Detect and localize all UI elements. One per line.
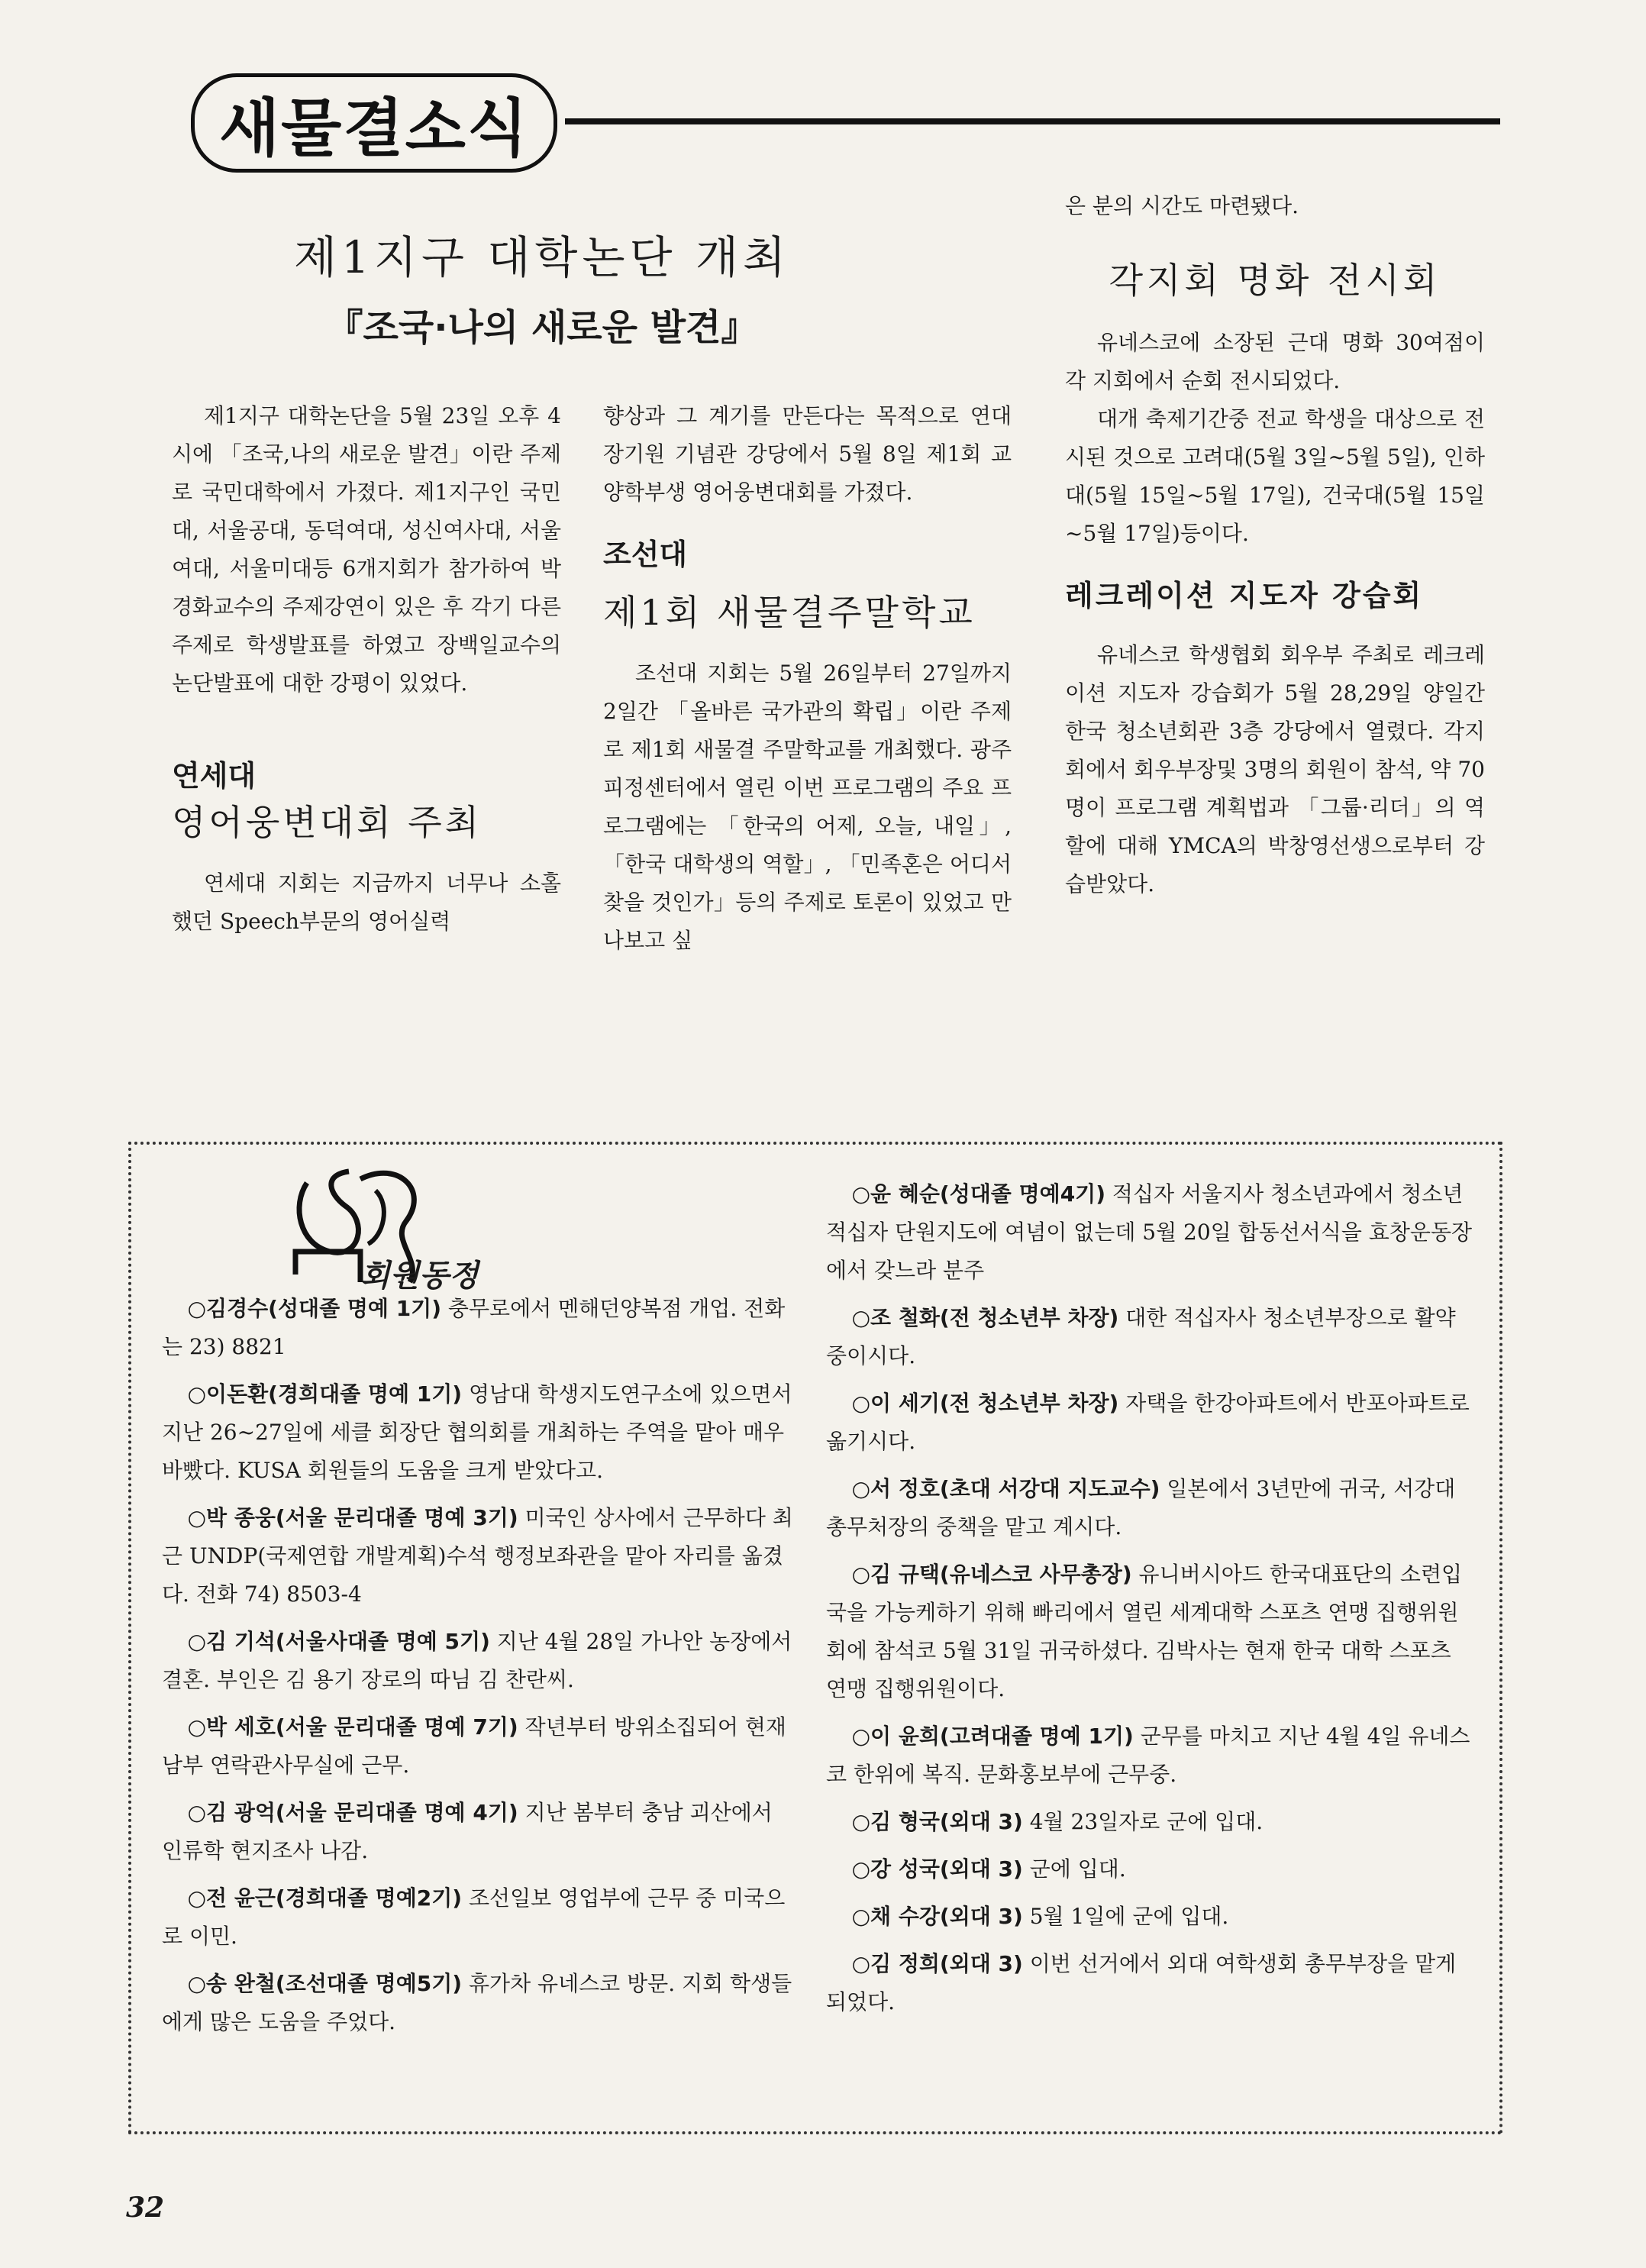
member-name: ○이 윤희(고려대졸 명예 1기) [851, 1724, 1134, 1749]
member-entry [162, 1794, 796, 1870]
member-note: 미국인 상사에서 근무하다 최근 UNDP(국제연합 개발계획)수석 행정보좌관을 맡아 자리를 옮겼다. 전화 74) 8503-4 [162, 1505, 793, 1607]
member-entry [162, 1290, 796, 1366]
member-note: 적십자 서울지사 청소년과에서 청소년 적십자 단원지도에 여념이 없는데 5월 20일 합동선서식을 효창운동장에서 갖느라 분주 [826, 1181, 1473, 1283]
column-1 [172, 397, 561, 941]
article2-title: 영어웅변대회 주최 [172, 802, 483, 844]
member-note: 4월 23일자로 군에 입대. [1022, 1809, 1264, 1834]
article4-body-1: 유네스코에 소장된 근대 명화 30여점이 각 지회에서 순회 전시되었다. [1065, 330, 1485, 394]
article4-body-2: 대개 축제기간중 전교 학생을 대상으로 전시된 것으로 고려대(5월 3일~5월 5일), 인하대(5월 15일~5월 17일), 건국대(5월 15일~5월 17일)등이다. [1065, 406, 1485, 547]
member-note: 일본에서 3년만에 귀국, 서강대 총무처장의 중책을 맡고 계시다. [826, 1476, 1456, 1539]
member-name: ○김 기석(서울사대졸 명예 5기) [187, 1629, 490, 1654]
member-entry [162, 1879, 796, 1956]
masthead-badge [191, 73, 557, 173]
member-note: 휴가차 유네스코 방문. 지회 학생들에게 많은 도움을 주었다. [162, 1971, 792, 2034]
member-name: ○채 수강(외대 3) [851, 1904, 1023, 1929]
member-note: 이번 선거에서 외대 여학생회 총무부장을 맡게되었다. [826, 1951, 1457, 2014]
article3-body-1: 조선대 지회는 5월 26일부터 27일까지 2일간 「올바른 국가관의 확립」이란 주제로 제1회 새물결 주말학교를 개최했다. 광주 피정센터에서 열린 이번 프로그램의 주요 프로그램에는 「한국의 어제, 오늘, 내일」, 「한국 대학생의 역할」, 「민족혼은 어디서 찾을 것인가」등의 주제로 토론이 있었고 만나보고 싶 [603, 661, 1012, 954]
members-news-box [128, 1142, 1502, 2134]
article2-body-2: 향상과 그 계기를 만든다는 목적으로 연대 장기원 기념관 강당에서 5월 8일 제1회 교양학부생 영어웅변대회를 가졌다. [603, 403, 1012, 505]
member-entry [826, 1299, 1475, 1375]
member-name: ○윤 혜순(성대졸 명예4기) [851, 1181, 1106, 1207]
member-note: 영남대 학생지도연구소에 있으면서 지난 26~27일에 세클 회장단 협의회를 개최하는 주역을 맡아 매우 바빴다. KUSA 회원들의 도움을 크게 받았다고. [162, 1381, 792, 1483]
member-note: 유니버시아드 한국대표단의 소련입국을 가능케하기 위해 빠리에서 열린 세계대학 스포츠 연맹 집행위원회에 참석코 5월 31일 귀국하셨다. 김박사는 현재 한국 대학 스포츠 연맹 집행위원이다. [826, 1562, 1463, 1701]
article3-school: 조선대 [603, 538, 688, 571]
member-entry [826, 1803, 1475, 1841]
member-entry [162, 1375, 796, 1490]
article2-school: 연세대 [172, 759, 257, 793]
member-note: 지난 4월 28일 가나안 농장에서 결혼. 부인은 김 용기 장로의 따님 김 찬란씨. [162, 1629, 792, 1692]
article2-body-1: 연세대 지회는 지금까지 너무나 소홀했던 Speech부문의 영어실력 [172, 871, 561, 935]
member-name: ○이돈환(경희대졸 명예 1기) [187, 1381, 463, 1407]
member-entry [826, 1384, 1475, 1461]
article4-title: 각지회 명화 전시회 [1109, 260, 1441, 301]
member-name: ○김 정희(외대 3) [851, 1951, 1023, 1976]
member-note: 작년부터 방위소집되어 현재 남부 연락관사무실에 근무. [162, 1714, 786, 1778]
member-entry [162, 1623, 796, 1699]
member-name: ○강 성국(외대 3) [851, 1856, 1023, 1882]
member-name: ○조 철화(전 청소년부 차장) [851, 1305, 1119, 1330]
article1-headline: 제1지구 대학논단 개최 [293, 231, 791, 283]
member-note: 충무로에서 멘해던양복점 개업. 전화는 23) 8821 [162, 1296, 786, 1359]
member-name: ○박 종웅(서울 문리대졸 명예 3기) [187, 1505, 518, 1530]
member-note: 자택을 한강아파트에서 반포아파트로 옮기시다. [826, 1391, 1470, 1454]
member-entry [826, 1850, 1475, 1888]
member-entry [162, 1499, 796, 1614]
member-entry [826, 1556, 1475, 1708]
masthead-rule [565, 118, 1500, 124]
member-entry [162, 1708, 796, 1785]
member-entry [826, 1898, 1475, 1936]
member-name: ○김 규택(유네스코 사무총장) [851, 1562, 1132, 1587]
page-number: 32 [126, 2192, 165, 2224]
member-name: ○전 윤근(경희대졸 명예2기) [187, 1885, 463, 1911]
member-entry [826, 1175, 1475, 1290]
article5-body: 유네스코 학생협회 회우부 주최로 레크레이션 지도자 강습회가 5월 28,29일 양일간 한국 청소년회관 3층 강당에서 열렸다. 각지회에서 회우부장및 3명의 회원이 참석, 약 70명이 프로그램 계획법과 「그룹·리더」의 역할에 대해 YMCA의 박창영선생으로부터 강습받았다. [1065, 641, 1485, 897]
article3-title: 제1회 새물결주말학교 [603, 592, 976, 634]
members-column-left [162, 1290, 796, 2050]
masthead-title: 새물결소식 [218, 92, 530, 165]
member-name: ○박 세호(서울 문리대졸 명예 7기) [187, 1714, 518, 1740]
member-note: 5월 1일에 군에 입대. [1022, 1904, 1229, 1929]
article1-subhead: 『조국·나의 새로운 발견』 [326, 306, 758, 349]
member-note: 군에 입대. [1022, 1856, 1126, 1882]
article5-title: 레크레이션 지도자 강습회 [1065, 579, 1424, 613]
member-entry [826, 1470, 1475, 1546]
member-entry [826, 1717, 1475, 1794]
members-logo-label: 회원동정 [360, 1258, 479, 1294]
column-2 [603, 397, 1012, 960]
member-entry [826, 1945, 1475, 2021]
member-name: ○송 완철(조선대졸 명예5기) [187, 1971, 463, 1996]
member-name: ○서 정호(초대 서강대 지도교수) [851, 1476, 1160, 1501]
members-column-right [826, 1175, 1475, 2031]
member-note: 지난 봄부터 충남 괴산에서 인류학 현지조사 나감. [162, 1800, 773, 1863]
article1-body: 제1지구 대학논단을 5월 23일 오후 4시에 「조국,나의 새로운 발견」이란 주제로 국민대학에서 가졌다. 제1지구인 국민대, 서울공대, 동덕여대, 성신여사대, 서울여대, 서울미대등 6개지회가 참가하여 박경화교수의 주제강연이 있은 후 각기 다른 주제로 학생발표를 하였고 장백일교수의 논단발표에 대한 강평이 있었다. [172, 403, 561, 696]
article3-body-2: 은 분의 시간도 마련됐다. [1065, 193, 1299, 218]
member-note: 조선일보 영업부에 근무 중 미국으로 이민. [162, 1885, 786, 1949]
member-name: ○김경수(성대졸 명예 1기) [187, 1296, 442, 1321]
member-note: 군무를 마치고 지난 4월 4일 유네스코 한위에 복직. 문화홍보부에 근무중. [826, 1724, 1470, 1787]
member-name: ○김 광억(서울 문리대졸 명예 4기) [187, 1800, 518, 1825]
member-name: ○이 세기(전 청소년부 차장) [851, 1391, 1119, 1416]
member-entry [162, 1965, 796, 2041]
member-name: ○김 형국(외대 3) [851, 1809, 1023, 1834]
member-note: 대한 적십자사 청소년부장으로 활약 중이시다. [826, 1305, 1456, 1368]
column-3 [1065, 187, 1485, 903]
